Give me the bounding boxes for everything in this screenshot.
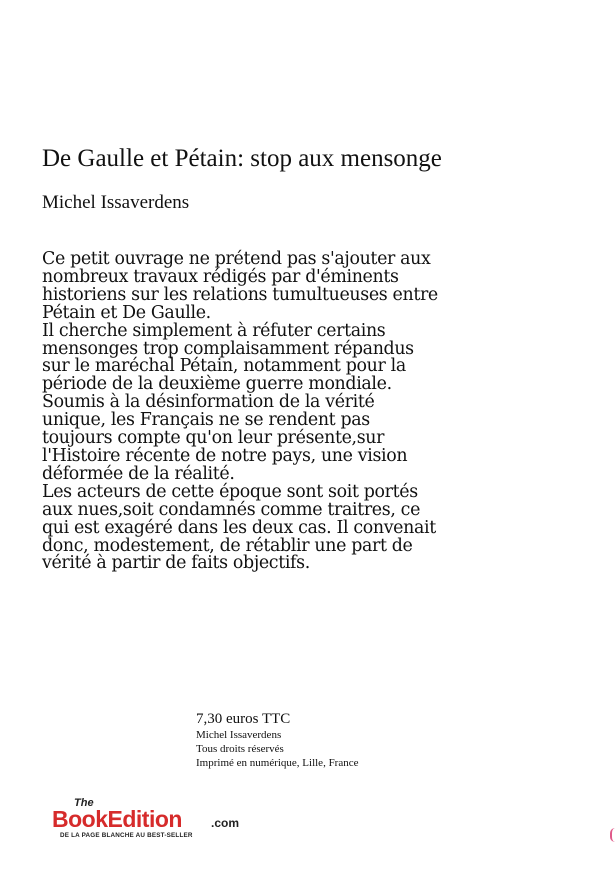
blurb-line: l'Histoire récente de notre pays, une vision	[42, 445, 408, 466]
edge-crop-mark	[610, 828, 615, 842]
blurb-line: unique, les Français ne se rendent pas	[42, 410, 370, 431]
blurb-line: mensonges trop complaisamment répandus	[42, 338, 414, 359]
blurb-line: qui est exagéré dans les deux cas. Il convenait	[42, 517, 436, 538]
bookedition-logo	[52, 798, 252, 848]
blurb-line: toujours compte qu'on leur présente,sur	[42, 428, 385, 449]
blurb-line: sur le maréchal Pétain, notamment pour la	[42, 356, 406, 377]
imprint-printing: Imprimé en numérique, Lille, France	[196, 757, 359, 769]
logo-brand-text: BookEdition	[52, 806, 182, 832]
blurb-line: déformée de la réalité.	[42, 463, 235, 484]
blurb-line: Les acteurs de cette époque sont soit portés	[42, 481, 418, 502]
back-cover-blurb	[42, 251, 482, 573]
blurb-line: aux nues,soit condamnés comme traitres, ce	[42, 499, 421, 520]
blurb-line: nombreux travaux rédigés par d'éminents	[42, 266, 399, 287]
blurb-line: Pétain et De Gaulle.	[42, 302, 211, 323]
blurb-line: Soumis à la désinformation de la vérité	[42, 392, 375, 413]
blurb-line: période de la deuxième guerre mondiale.	[42, 374, 392, 395]
book-author: Michel Issaverdens	[42, 192, 190, 213]
logo-tagline: DE LA PAGE BLANCHE AU BEST-SELLER	[60, 832, 193, 839]
imprint-author: Michel Issaverdens	[196, 729, 282, 741]
price-label: 7,30 euros TTC	[196, 711, 291, 727]
blurb-line: donc, modestement, de rétablir une part de	[42, 535, 413, 556]
blurb-line: Ce petit ouvrage ne prétend pas s'ajouter aux	[42, 249, 431, 269]
logo-domain-text: .com	[211, 816, 240, 830]
blurb-line: historiens sur les relations tumultueuses entre	[42, 284, 438, 305]
blurb-line: Il cherche simplement à réfuter certains	[42, 320, 386, 341]
logo-the-text: The	[74, 797, 94, 809]
blurb-line: vérité à partir de faits objectifs.	[42, 553, 310, 574]
book-title: De Gaulle et Pétain: stop aux mensonge	[42, 145, 442, 172]
imprint-rights: Tous droits réservés	[196, 743, 284, 755]
